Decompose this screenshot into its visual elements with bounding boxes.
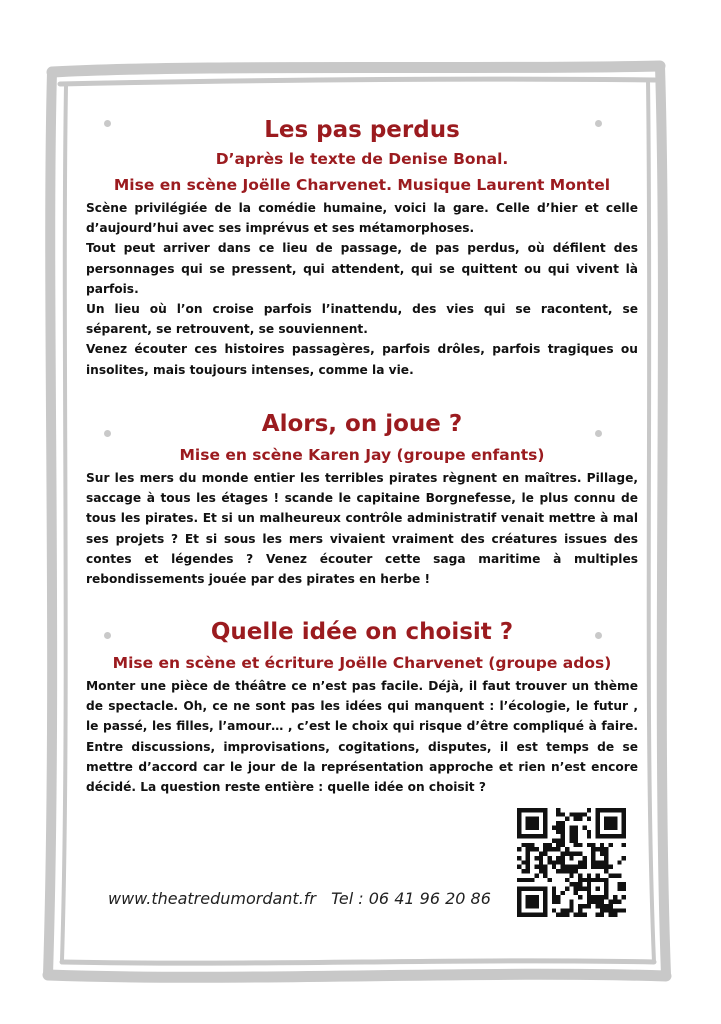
section-paragraph: Scène privilégiée de la comédie humaine, voici la gare. Celle d’hier et celle d’aujourd’hui avec ses imprévus et ses métamorphoses.: [86, 201, 638, 236]
footer-contact: [108, 889, 501, 908]
section-paragraph: Sur les mers du monde entier les terribles pirates règnent en maîtres. Pillage, saccage à tous les étages ! scande le capitaine Borgnefesse, le plus connu de tous les pirates. Et si un malheureux contrôle administratif venait mettre à mal ses projets ? Et si sous les mers vivaient vraiment des créatures issues des contes et légendes ? Venez écouter cette saga maritime à multiples rebondissements jouée par des pirates en herbe !: [86, 471, 638, 587]
website-link[interactable]: www.theatredumordant.fr: [108, 889, 316, 908]
section-alors-on-joue: [86, 410, 638, 589]
section-subtitle: D’après le texte de Denise Bonal.: [215, 150, 509, 168]
qr-code-icon[interactable]: [517, 808, 626, 917]
section-paragraph: Tout peut arriver dans ce lieu de passage, de pas perdus, où défilent des personnages qui se pressent, qui attendent, qui se quittent ou qui vivent là parfois.: [86, 241, 638, 296]
section-subtitle: Mise en scène Joëlle Charvenet. Musique Laurent Montel: [113, 176, 611, 194]
section-title: Quelle idée on choisit ?: [210, 619, 514, 645]
section-quelle-idee: [86, 618, 638, 797]
section-paragraph: Un lieu où l’on croise parfois l’inattendu, des vies qui se racontent, se séparent, se retrouvent, se souviennent.: [86, 302, 638, 337]
section-subtitle: Mise en scène et écriture Joëlle Charvenet (groupe ados): [112, 654, 612, 672]
section-title: Alors, on joue ?: [261, 411, 463, 437]
section-les-pas-perdus: [86, 116, 638, 380]
phone-number: Tel : 06 41 96 20 86: [331, 889, 491, 908]
section-paragraph: Monter une pièce de théâtre ce n’est pas facile. Déjà, il faut trouver un thème de spectacle. Oh, ce ne sont pas les idées qui manquent : l’écologie, le futur , le passé, les filles, l’amour… , c’est le choix qui risque d’être compliqué à faire. Entre discussions, improvisations, cogitations, disputes, il est temps de se mettre d’accord car le jour de la représentation approche et rien n’est encore décidé. La question reste entière : quelle idée on choisit ?: [86, 679, 638, 795]
section-subtitle: Mise en scène Karen Jay (groupe enfants): [179, 446, 545, 464]
section-title: Les pas perdus: [264, 117, 460, 143]
section-paragraph: Venez écouter ces histoires passagères, parfois drôles, parfois tragiques ou insolites, mais toujours intenses, comme la vie.: [86, 342, 638, 377]
